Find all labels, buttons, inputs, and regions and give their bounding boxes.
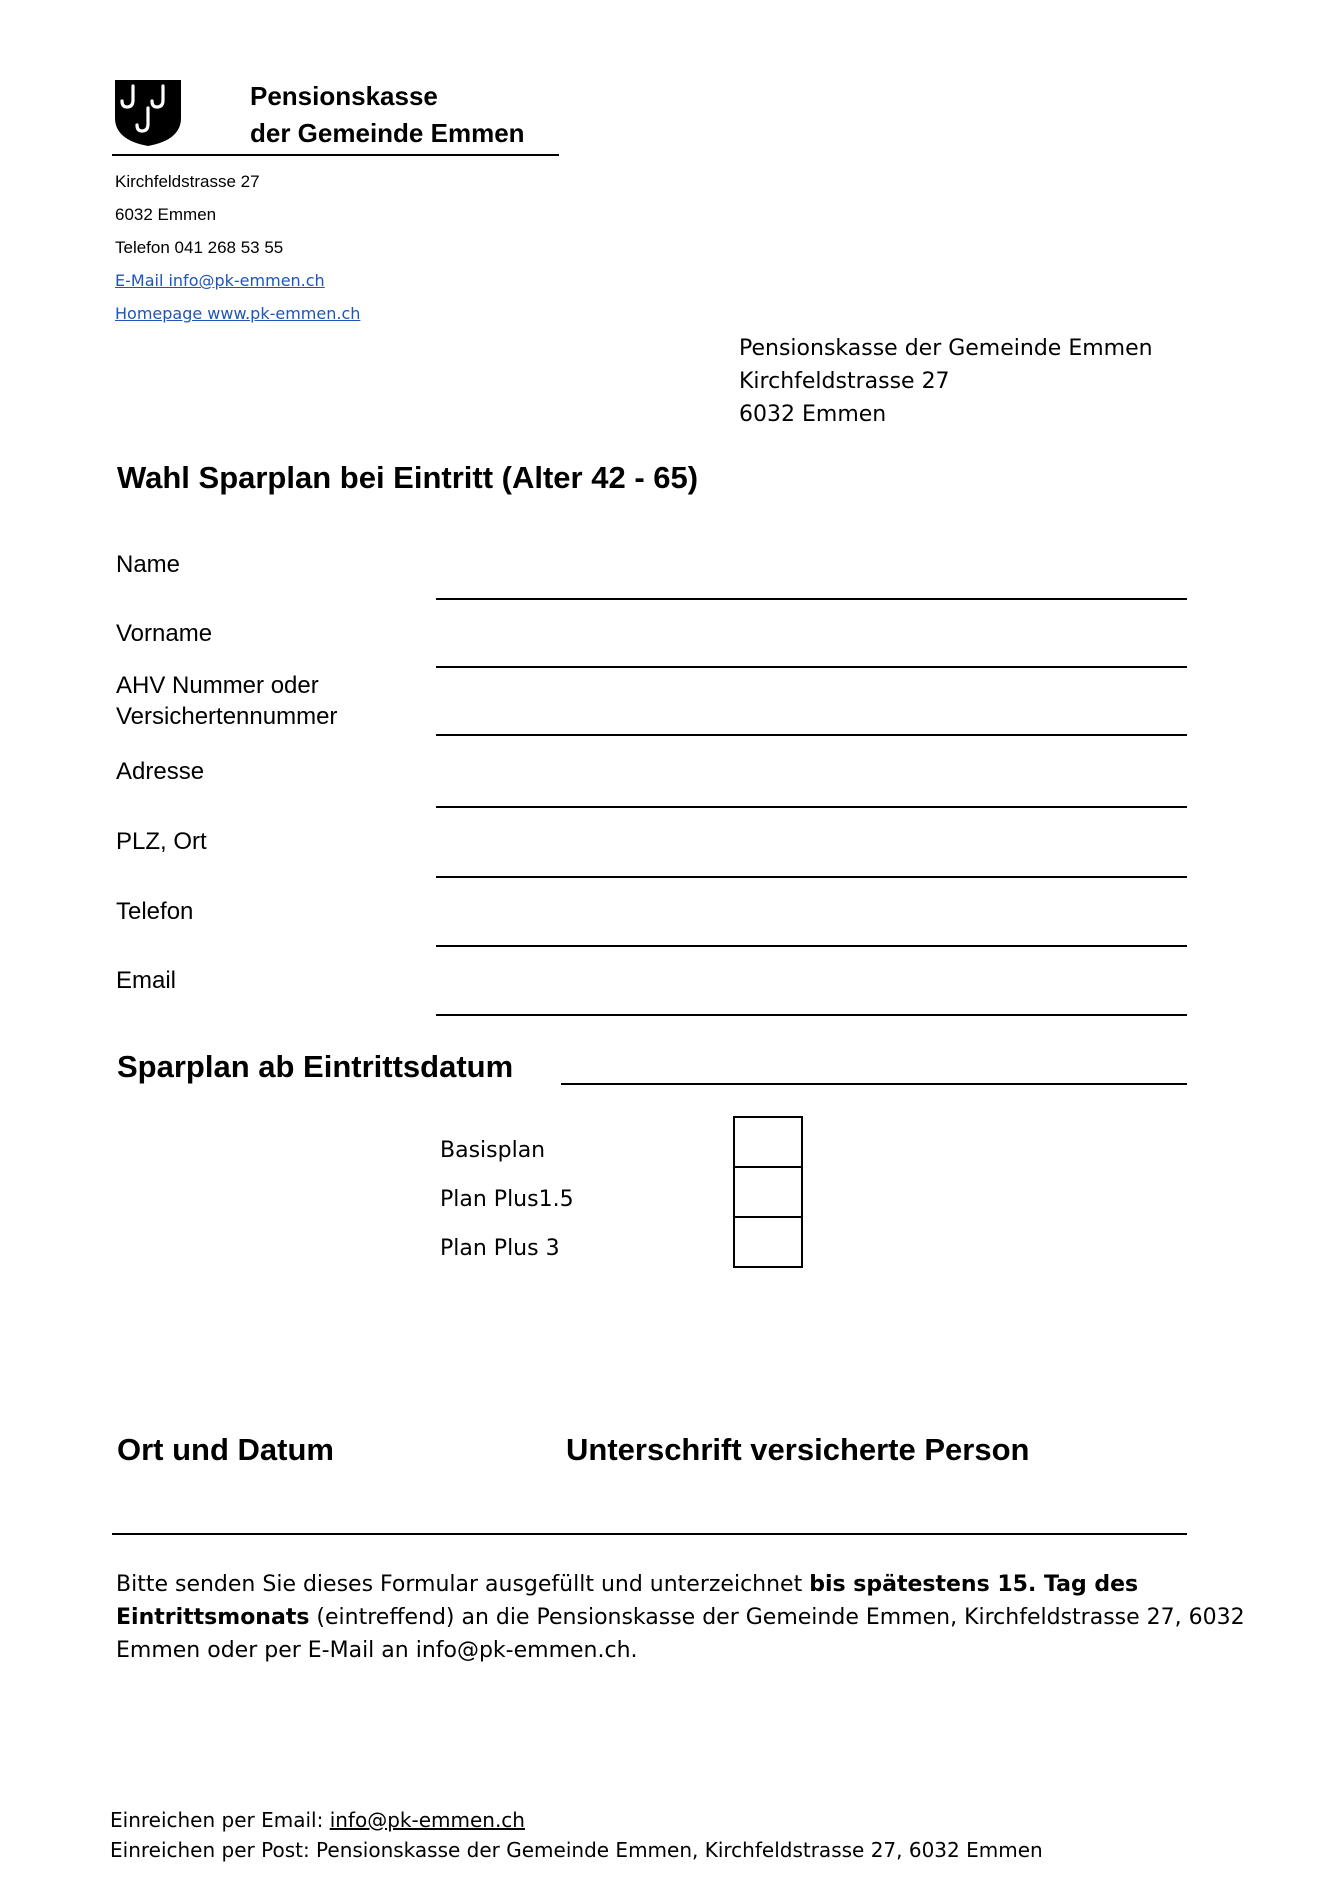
vorname-field[interactable]	[436, 666, 1187, 668]
header-divider	[112, 154, 559, 156]
plan-label-plus15: Plan Plus1.5	[440, 1187, 574, 1212]
coat-of-arms-hooks-icon	[113, 78, 183, 148]
label-ahv-line2: Versichertennummer	[116, 703, 338, 730]
telefon-field[interactable]	[436, 945, 1187, 947]
label-telefon: Telefon	[116, 898, 194, 925]
ort-datum-label: Ort und Datum	[117, 1432, 334, 1467]
label-vorname: Vorname	[116, 620, 213, 647]
note-month-bold: Eintrittsmonats	[116, 1605, 310, 1630]
form-title: Wahl Sparplan bei Eintritt (Alter 42 - 65)	[117, 460, 699, 495]
note-text-2: (eintreffend) an die Pensionskasse der Gemeinde Emmen, Kirchfeldstrasse 27, 6032	[309, 1605, 1245, 1630]
footer-email-link[interactable]: info@pk-emmen.ch	[329, 1808, 525, 1832]
plz-ort-field[interactable]	[436, 876, 1187, 878]
recipient-address	[739, 332, 1153, 431]
plan-plus3-checkbox[interactable]	[733, 1216, 803, 1268]
org-name	[250, 78, 525, 152]
sparplan-title: Sparplan ab Eintrittsdatum	[117, 1049, 514, 1084]
label-adresse: Adresse	[116, 758, 205, 785]
label-email: Email	[116, 967, 177, 994]
note-text-1: Bitte senden Sie dieses Formular ausgefüllt und unterzeichnet	[116, 1572, 810, 1597]
plan-label-basis: Basisplan	[440, 1138, 546, 1163]
label-name: Name	[116, 551, 181, 578]
basisplan-checkbox[interactable]	[733, 1116, 803, 1168]
note-deadline-bold: bis spätestens 15. Tag des	[809, 1572, 1139, 1597]
ahv-number-field[interactable]	[436, 734, 1187, 736]
signature-line[interactable]	[112, 1533, 1187, 1535]
contact-email-link[interactable]: E-Mail info@pk-emmen.ch	[115, 271, 325, 290]
note-text-3: Emmen oder per E-Mail an info@pk-emmen.ch.	[116, 1638, 638, 1663]
plan-label-plus3: Plan Plus 3	[440, 1236, 560, 1261]
submission-note	[116, 1568, 1245, 1667]
contact-city: 6032 Emmen	[115, 205, 217, 224]
recipient-line3: 6032 Emmen	[739, 402, 887, 427]
email-field[interactable]	[436, 1014, 1187, 1016]
plan-plus15-checkbox[interactable]	[733, 1166, 803, 1218]
signature-label: Unterschrift versicherte Person	[566, 1432, 1030, 1467]
org-name-line2: der Gemeinde Emmen	[250, 118, 525, 148]
adresse-field[interactable]	[436, 806, 1187, 808]
recipient-line1: Pensionskasse der Gemeinde Emmen	[739, 336, 1153, 361]
footer-email	[110, 1808, 525, 1832]
recipient-line2: Kirchfeldstrasse 27	[739, 369, 950, 394]
label-plz-ort: PLZ, Ort	[116, 828, 207, 855]
contact-phone: Telefon 041 268 53 55	[115, 238, 284, 257]
footer-post: Einreichen per Post: Pensionskasse der Gemeinde Emmen, Kirchfeldstrasse 27, 6032 Emmen	[110, 1838, 1043, 1862]
org-name-line1: Pensionskasse	[250, 81, 438, 111]
label-ahv-line1: AHV Nummer oder	[116, 672, 319, 699]
name-field[interactable]	[436, 598, 1187, 600]
contact-homepage-link[interactable]: Homepage www.pk-emmen.ch	[115, 304, 361, 323]
contact-street: Kirchfeldstrasse 27	[115, 172, 260, 191]
footer-email-label: Einreichen per Email:	[110, 1808, 330, 1832]
eintrittsdatum-field[interactable]	[561, 1083, 1187, 1085]
